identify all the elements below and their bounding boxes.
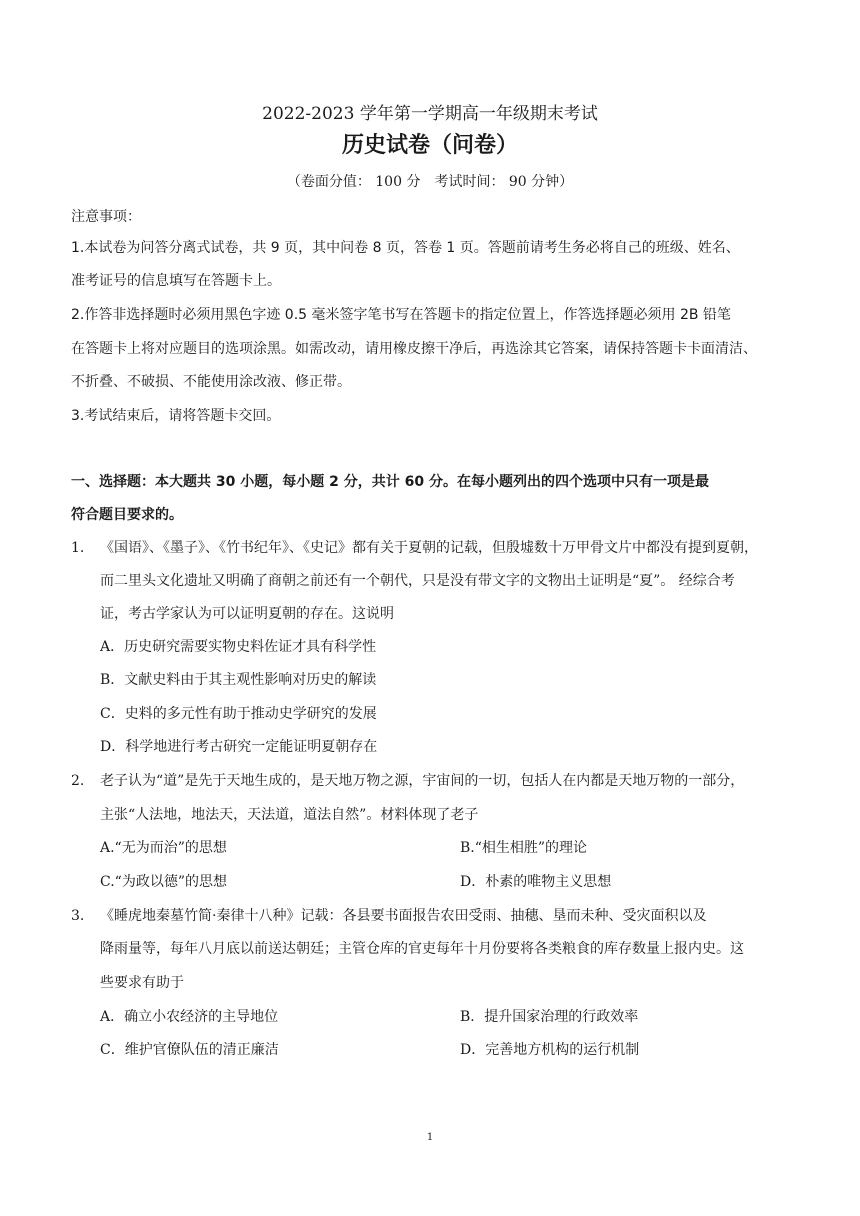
question-stem: 些要求有助于 [100,975,184,991]
page-number: 1 [426,1132,434,1143]
notice-line: 2.作答非选择题时必须用黑色字迹 0.5 毫米签字笔书写在答题卡的指定位置上，作答选择题必须用 2B 铅笔 [71,307,731,323]
question-number: 1. [71,540,85,556]
notice-line: 3.考试结束后，请将答题卡交回。 [71,408,281,424]
option-b: B．文献史料由于其主观性影响对历史的解读 [100,672,377,688]
exam-meta: （卷面分值： 100 分 考试时间： 90 分钟） [286,174,574,190]
question-stem: 主张“人法地，地法天，天法道，道法自然”。材料体现了老子 [100,807,479,823]
option-b: B.“相生相胜”的理论 [460,840,588,856]
option-c: C．维护官僚队伍的清正廉洁 [100,1042,279,1058]
option-c: C.“为政以德”的思想 [100,874,227,890]
notice-line: 不折叠、不破损、不能使用涂改液、修正带。 [71,374,351,390]
question-stem: 而二里头文化遗址又明确了商朝之前还有一个朝代，只是没有带文字的文物出土证明是“夏”。 经综合考 [100,573,735,589]
question-stem: 老子认为“道”是先于天地生成的，是天地万物之源，宇宙间的一切，包括人在内都是天地万物的一部分， [100,773,745,789]
option-d: D．朴素的唯物主义思想 [460,874,612,890]
question-stem: 降雨量等，每年八月底以前送达朝廷；主管仓库的官吏每年十月份要将各类粮食的库存数量上报内史。这 [100,941,744,957]
question-stem: 《睡虎地秦墓竹简·秦律十八种》记载：各县要书面报告农田受雨、抽穗、垦而未种、受灾面积以及 [100,908,707,924]
option-d: D．完善地方机构的运行机制 [460,1042,640,1058]
section-heading: 符合题目要求的。 [71,507,183,523]
option-a: A．确立小农经济的主导地位 [100,1009,279,1025]
option-b: B．提升国家治理的行政效率 [460,1009,639,1025]
option-c: C．史料的多元性有助于推动史学研究的发展 [100,706,377,722]
option-a: A．历史研究需要实物史料佐证才具有科学性 [100,639,377,655]
exam-title: 2022-2023 学年第一学期高一年级期末考试 [262,104,598,124]
section-heading: 一、选择题：本大题共 30 小题，每小题 2 分，共计 60 分。在每小题列出的四个选项中只有一项是最 [71,474,709,490]
notice-line: 准考证号的信息填写在答题卡上。 [71,273,281,289]
question-number: 2. [71,773,85,789]
paper-title: 历史试卷（问卷） [341,132,518,158]
option-a: A.“无为而治”的思想 [100,840,227,856]
question-stem: 证，考古学家认为可以证明夏朝的存在。这说明 [100,606,394,622]
notice-line: 1.本试卷为问答分离式试卷，共 9 页，其中问卷 8 页，答卷 1 页。答题前请考生务必将自己的班级、姓名、 [71,240,740,256]
question-number: 3. [71,908,85,924]
notice-line: 在答题卡上将对应题目的选项涂黑。如需改动，请用橡皮擦干净后，再选涂其它答案，请保持答题卡卡面清洁、 [71,341,757,357]
option-d: D．科学地进行考古研究一定能证明夏朝存在 [100,739,378,755]
question-stem: 《国语》、《墨子》、《竹书纪年》、《史记》都有关于夏朝的记载，但殷墟数十万甲骨文片中都没有提到夏朝， [100,540,758,556]
notice-heading: 注意事项： [71,209,141,225]
